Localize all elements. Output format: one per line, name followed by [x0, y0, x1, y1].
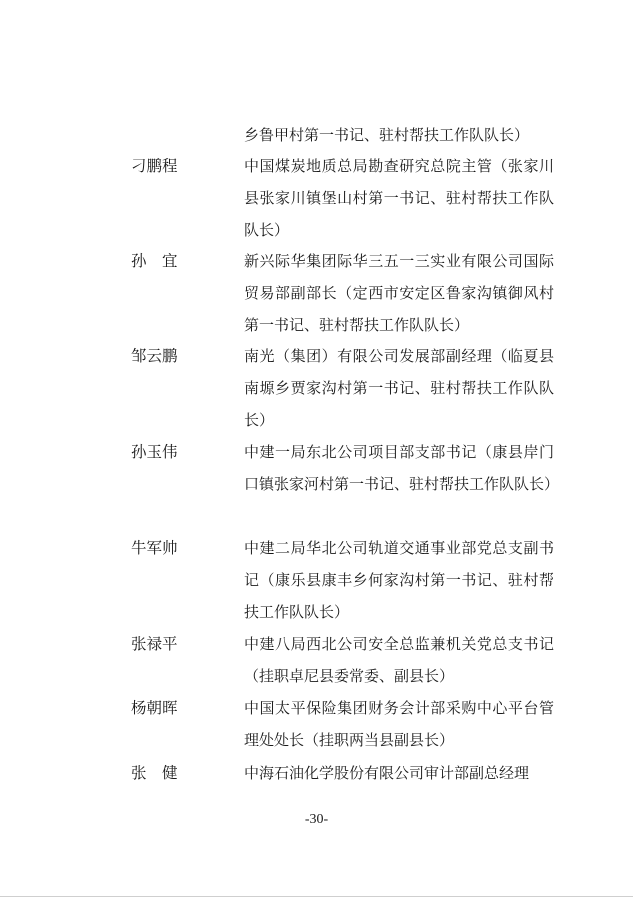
page-edge-rule	[0, 896, 633, 897]
person-position: 南光（集团）有限公司发展部副经理（临夏县南塬乡贾家沟村第一书记、驻村帮扶工作队队长）	[244, 347, 554, 429]
person-name: 孙玉伟	[131, 443, 178, 461]
person-position: 中建一局东北公司项目部支部书记（康县岸门口镇张家河村第一书记、驻村帮扶工作队队长）	[244, 443, 560, 493]
person-position: 中建二局华北公司轨道交通事业部党总支副书记（康乐县康丰乡何家沟村第一书记、驻村帮扶工作队队长）	[244, 539, 554, 621]
person-name: 邹云鹏	[131, 347, 178, 365]
person-name: 张禄平	[131, 635, 178, 653]
person-name: 牛军帅	[131, 539, 178, 557]
person-position: 中建八局西北公司安全总监兼机关党总支书记（挂职卓尼县委常委、副县长）	[244, 635, 554, 685]
person-position: 中国太平保险集团财务会计部采购中心平台管理处处长（挂职两当县副县长）	[244, 699, 554, 749]
person-name: 孙 宜	[131, 252, 178, 270]
person-name: 张 健	[131, 764, 178, 782]
page-number: -30-	[304, 812, 329, 827]
person-position: 新兴际华集团际华三五一三实业有限公司国际贸易部副部长（定西市安定区鲁家沟镇御风村第一书记、驻村帮扶工作队队长）	[244, 252, 554, 334]
person-name: 杨朝晖	[131, 699, 178, 717]
person-name: 刁鹏程	[131, 157, 178, 175]
person-position: 中海石油化学股份有限公司审计部副总经理	[244, 764, 530, 782]
person-position: 中国煤炭地质总局勘查研究总院主管（张家川县张家川镇堡山村第一书记、驻村帮扶工作队队长）	[244, 157, 554, 239]
continued-description: 乡鲁甲村第一书记、驻村帮扶工作队队长）	[244, 126, 530, 144]
